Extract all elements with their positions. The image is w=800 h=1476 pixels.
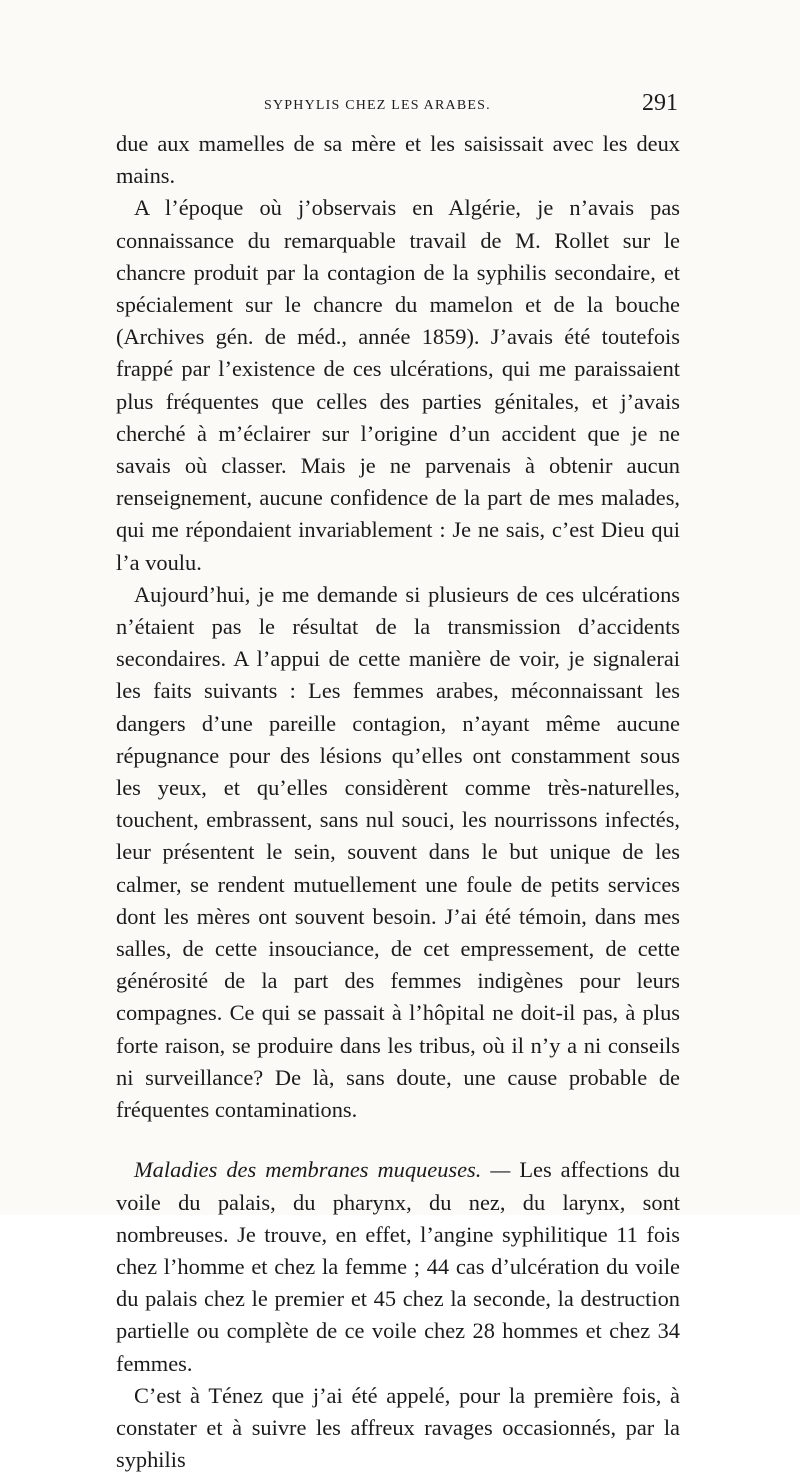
section-paragraph-muqueuses (116, 1154, 680, 1379)
running-header (118, 90, 678, 122)
paragraph-continuation: due aux mamelles de sa mère et les saisissait avec les deux mains. (116, 131, 680, 189)
section-text: Les affections du voile du palais, du pharynx, du nez, du larynx, sont nombreuses. Je trouve, en effet, l’angine syphilitique 11 fois chez l’homme et chez la femme ; 44 cas d’ulcération du voile du palais chez le premier et 45 chez la seconde, la destruction partielle ou complète de ce voile chez 28 hommes et chez 34 femmes. (116, 1157, 680, 1376)
paragraph-aujourdhui: Aujourd’hui, je me demande si plusieurs de ces ulcérations n’étaient pas le résultat de la transmission d’accidents secondaires. A l’appui de cette manière de voir, je signalerai les faits suivants : Les femmes arabes, méconnaissant les dangers d’une pareille contagion, n’ayant même aucune répugnance pour des lésions qu’elles ont constamment sous les yeux, et qu’elles considèrent comme très-naturelles, touchent, embrassent, sans nul souci, les nourrissons infectés, leur présentent le sein, souvent dans le but unique de les calmer, se rendent mutuellement une foule de petits services dont les mères ont souvent besoin. J’ai été témoin, dans mes salles, de cette insouciance, de cet empressement, de cette générosité de la part des femmes indigènes pour leurs compagnes. Ce qui se passait à l’hôpital ne doit-il pas, à plus forte raison, se produire dans les tribus, où il n’y a ni conseils ni surveillance? De là, sans doute, une cause probable de fréquentes contaminations. (116, 581, 680, 1123)
paragraph-tenez: C’est à Ténez que j’ai été appelé, pour la première fois, à constater et à suivre les affreux ravages occasionnés, par la syphilis (116, 1382, 680, 1473)
section-title: Maladies des membranes muqueuses. — (134, 1157, 511, 1183)
body-text (116, 128, 680, 1476)
section-spacer (116, 1126, 680, 1154)
running-title: SYPHYLIS CHEZ LES ARABES. (264, 98, 491, 113)
paragraph-algerie: A l’époque où j’observais en Algérie, je n’avais pas connaissance du remarquable travail de M. Rollet sur le chancre produit par la contagion de la syphilis secondaire, et spécialement sur le chancre du mamelon et de la bouche (Archives gén. de méd., année 1859). J’avais été toutefois frappé par l’existence de ces ulcérations, qui me paraissaient plus fréquentes que celles des parties génitales, et j’avais cherché à m’éclairer sur l’origine d’un accident que je ne savais où classer. Mais je ne parvenais à obtenir aucun renseignement, aucune confidence de la part de mes malades, qui me répondaient invariablement : Je ne sais, c’est Dieu qui l’a voulu. (116, 195, 680, 575)
page-number: 291 (642, 90, 678, 116)
